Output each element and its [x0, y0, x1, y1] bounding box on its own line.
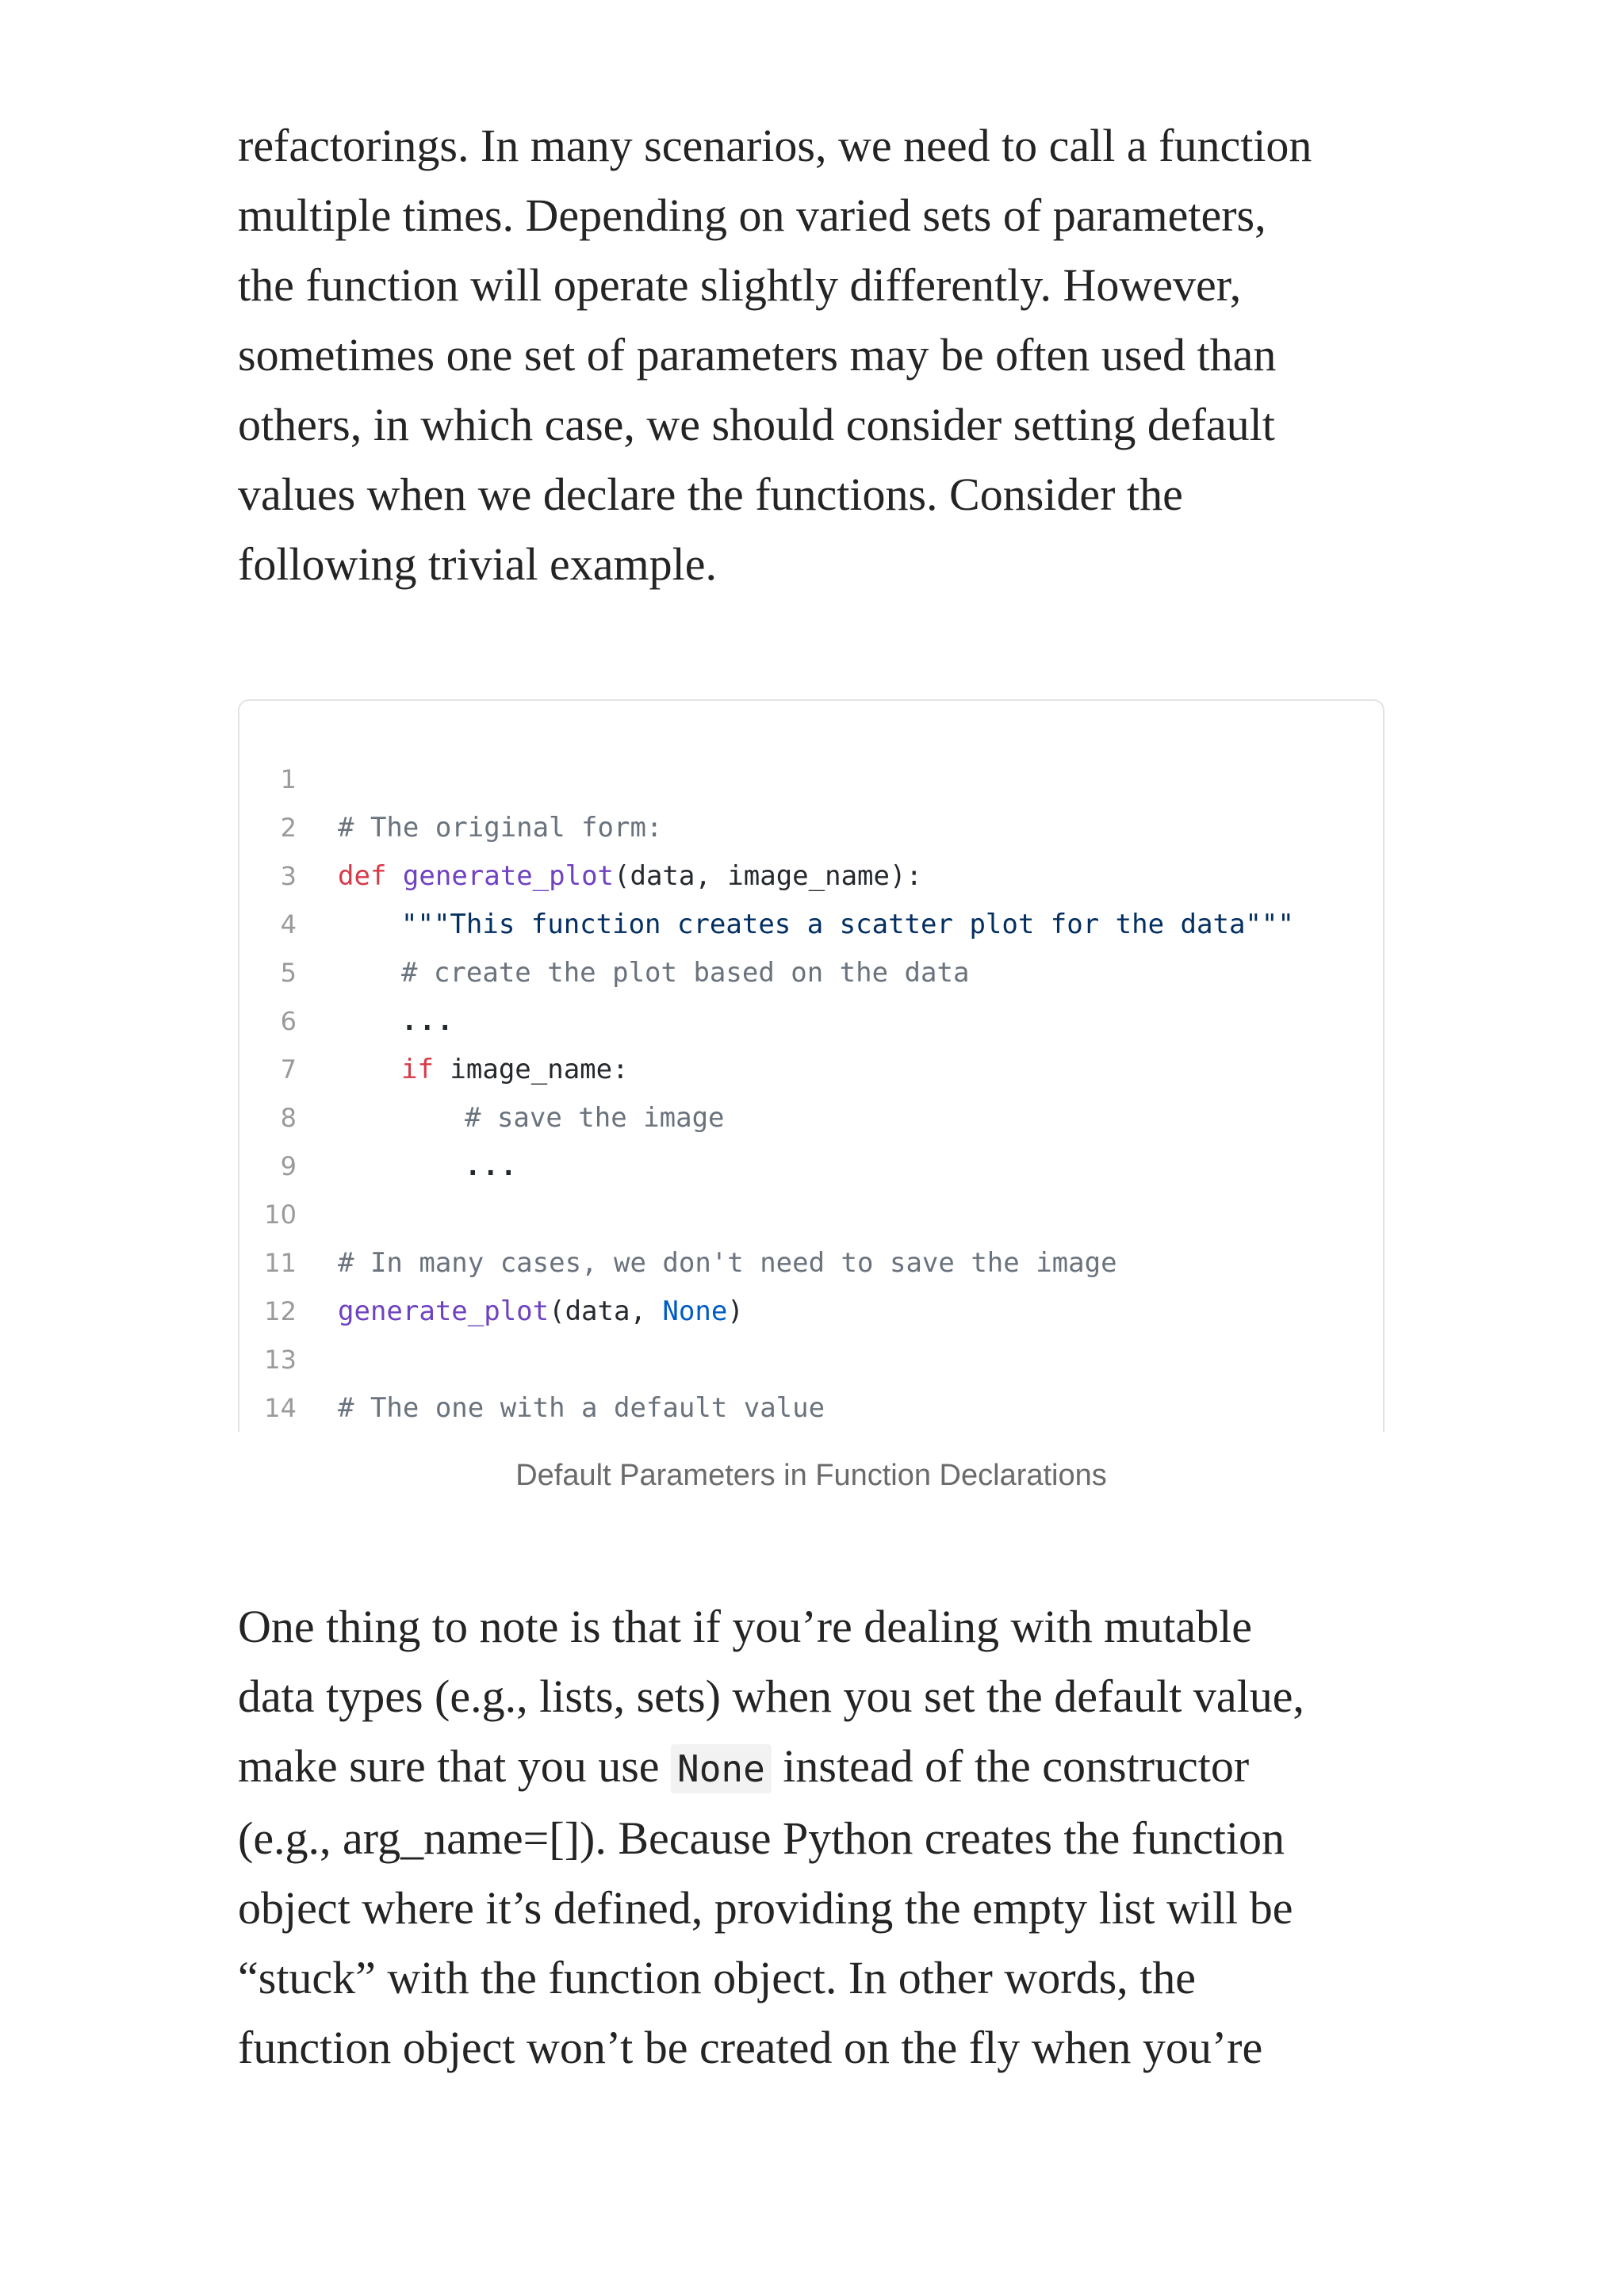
- paragraph-line: sometimes one set of parameters may be often used than: [238, 329, 1277, 381]
- paragraph-line: data types (e.g., lists, sets) when you set the default value,: [238, 1670, 1304, 1722]
- code-comment: # create the plot based on the data: [401, 957, 970, 989]
- paragraph-line: “stuck” with the function object. In other words, the: [238, 1952, 1197, 2003]
- line-number: 1: [280, 764, 297, 794]
- code-function-name: generate_plot: [402, 860, 615, 892]
- paragraph-line: (e.g., arg_name=[]). Because Python creates the function: [238, 1812, 1285, 1864]
- code-comment: # In many cases, we don't need to save the image: [338, 1247, 1117, 1279]
- code-caption: Default Parameters in Function Declarations: [515, 1459, 1107, 1492]
- line-number: 11: [264, 1248, 297, 1278]
- line-number: 8: [280, 1103, 297, 1133]
- inline-code: None: [671, 1744, 772, 1793]
- line-number: 13: [264, 1345, 297, 1375]
- paragraph-text: instead of the constructor: [771, 1740, 1250, 1792]
- paragraph-line: others, in which case, we should consider setting default: [238, 399, 1275, 450]
- line-number: 7: [280, 1054, 297, 1085]
- code-condition: image_name:: [433, 1054, 629, 1085]
- code-function-name: generate_plot: [338, 1295, 550, 1327]
- paragraph-line: object where it’s defined, providing the empty list will be: [238, 1882, 1293, 1934]
- paragraph-line: function object won’t be created on the fly when you’re: [238, 2022, 1263, 2073]
- code-comment: # The one with a default value: [338, 1392, 825, 1424]
- line-number: 10: [264, 1200, 297, 1230]
- code-keyword: def: [338, 860, 387, 892]
- line-number: 4: [280, 909, 297, 939]
- code-line-1: [239, 707, 1383, 844]
- code-args: (data, image_name):: [614, 860, 922, 892]
- code-ellipsis: ...: [401, 1005, 455, 1037]
- article-paragraph-top: [238, 111, 1388, 599]
- paragraph-line: the function will operate slightly differently. However,: [238, 259, 1242, 311]
- paragraph-line: following trivial example.: [238, 538, 718, 590]
- line-number: 12: [264, 1296, 297, 1326]
- paragraph-line-with-code: [238, 1732, 1388, 1804]
- article-paragraph-bottom: [238, 1592, 1388, 2083]
- paragraph-line: refactorings. In many scenarios, we need to call a function: [238, 120, 1312, 171]
- code-line-15: [239, 1384, 1383, 1432]
- code-paren: ): [727, 1295, 744, 1327]
- code-args: (data,: [549, 1295, 663, 1327]
- line-number: 3: [280, 861, 297, 891]
- code-block[interactable]: [238, 699, 1385, 1432]
- paragraph-line: values when we declare the functions. Consider the: [238, 469, 1183, 520]
- line-number: 6: [280, 1006, 297, 1036]
- paragraph-text: make sure that you use: [238, 1740, 672, 1792]
- paragraph-line: One thing to note is that if you’re dealing with mutable: [238, 1601, 1252, 1652]
- line-number: 2: [280, 813, 297, 843]
- code-constant: None: [662, 1295, 728, 1327]
- code-keyword: if: [401, 1054, 434, 1085]
- code-comment: # save the image: [465, 1102, 725, 1134]
- code-line-9: [239, 1094, 1383, 1181]
- code-comment: # The original form:: [338, 812, 663, 844]
- line-number: 9: [280, 1151, 297, 1181]
- line-number: 14: [264, 1393, 297, 1423]
- line-number: 5: [280, 958, 297, 988]
- code-line-6: [239, 949, 1383, 1085]
- code-docstring: """This function creates a scatter plot for the data""": [401, 909, 1294, 940]
- code-ellipsis: ...: [465, 1150, 519, 1182]
- paragraph-line: multiple times. Depending on varied sets of parameters,: [238, 189, 1266, 241]
